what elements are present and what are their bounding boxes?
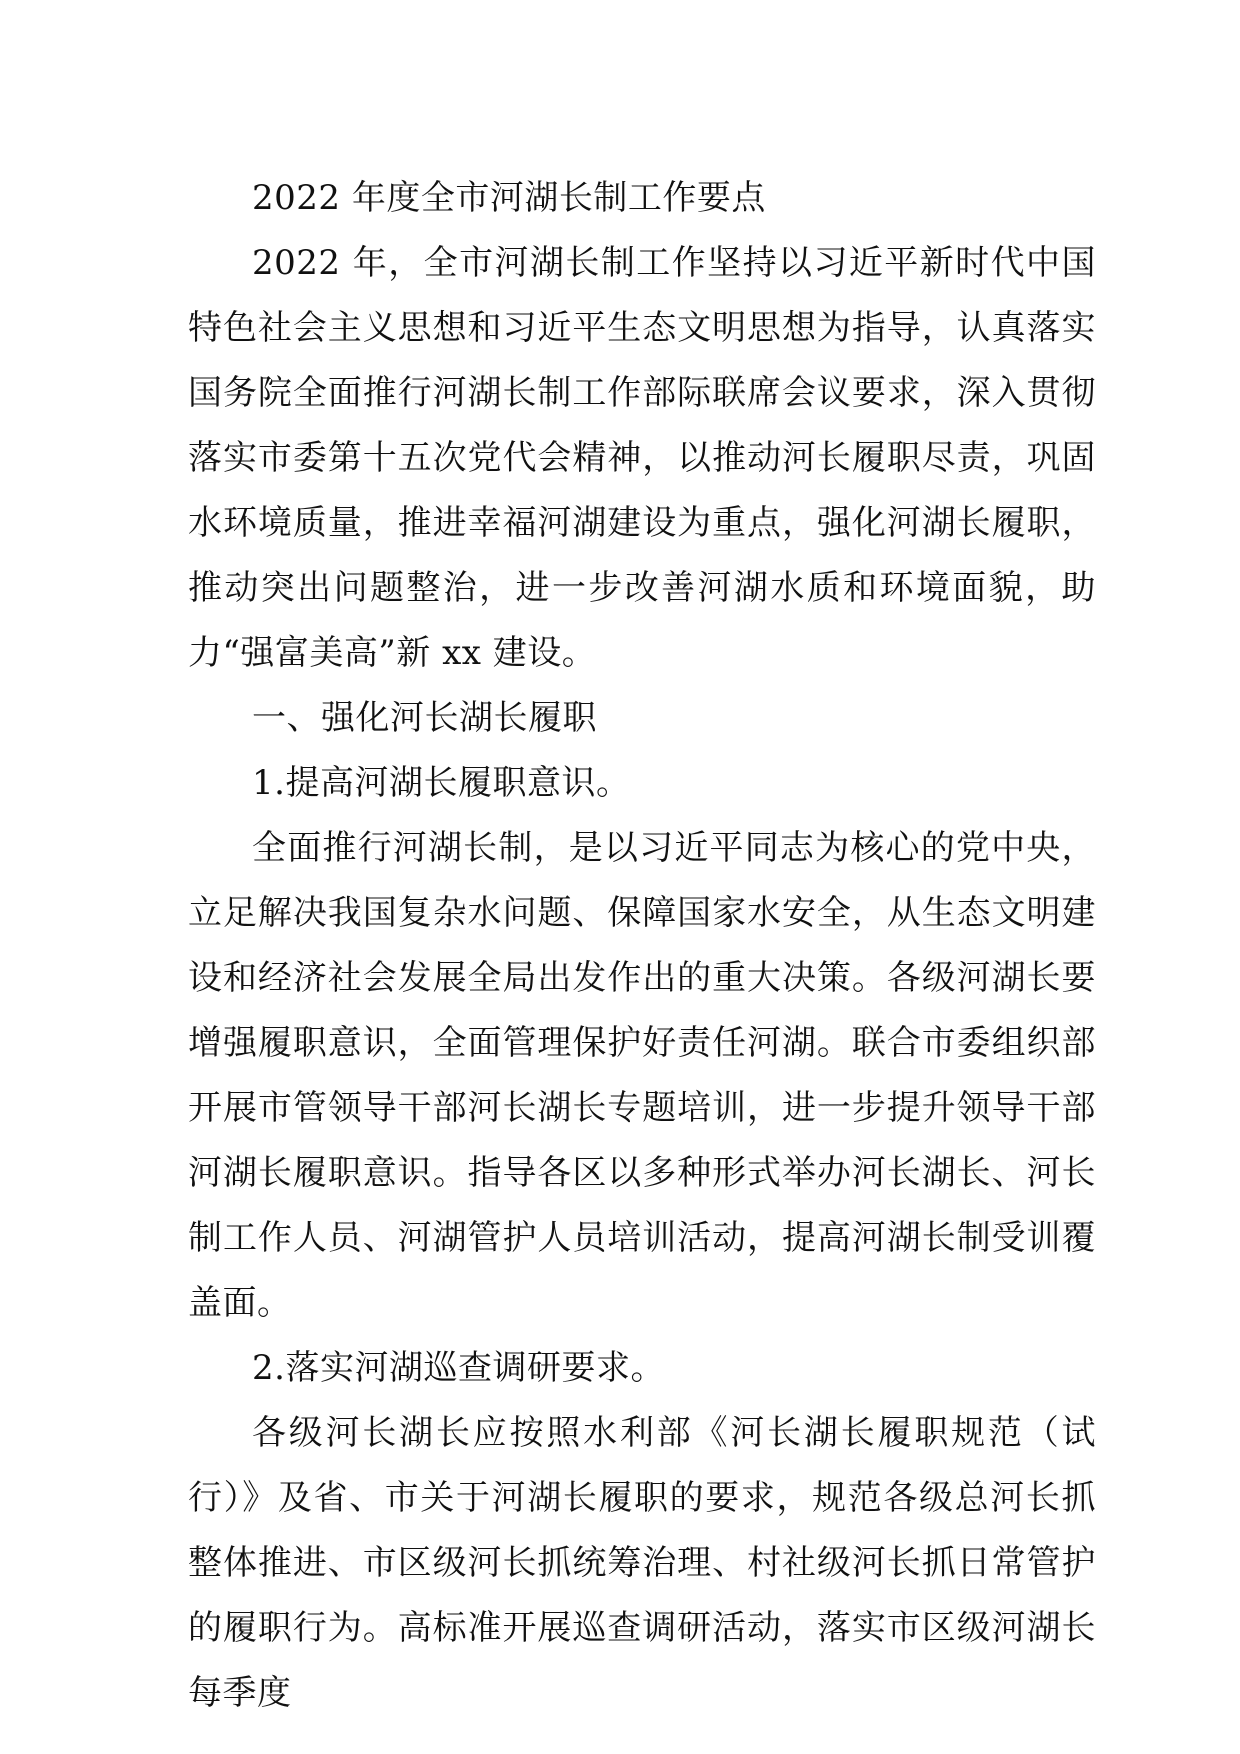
document-body xyxy=(188,166,1096,1726)
section-heading: 一、强化河长湖长履职 xyxy=(252,698,597,738)
item-heading: 1.提高河湖长履职意识。 xyxy=(252,763,631,803)
document-title: 2022 年度全市河湖长制工作要点 xyxy=(252,178,766,218)
item-heading: 2.落实河湖巡查调研要求。 xyxy=(252,1348,665,1388)
item-paragraph: 全面推行河湖长制，是以习近平同志为核心的党中央，立足解决我国复杂水问题、保障国家水安全，从生态文明建设和经济社会发展全局出发作出的重大决策。各级河湖长要增强履职意识，全面管理保护好责任河湖。联合市委组织部开展市管领导干部河长湖长专题培训，进一步提升领导干部河湖长履职意识。指导各区以多种形式举办河长湖长、河长制工作人员、河湖管护人员培训活动，提高河湖长制受训覆盖面。 xyxy=(188,828,1096,1323)
intro-paragraph: 2022 年，全市河湖长制工作坚持以习近平新时代中国特色社会主义思想和习近平生态文明思想为指导，认真落实国务院全面推行河湖长制工作部际联席会议要求，深入贯彻落实市委第十五次党代会精神，以推动河长履职尽责，巩固水环境质量，推进幸福河湖建设为重点，强化河湖长履职，推动突出问题整治，进一步改善河湖水质和环境面貌，助力“强富美高”新 xx 建设。 xyxy=(188,243,1096,673)
item-paragraph: 各级河长湖长应按照水利部《河长湖长履职规范（试行）》及省、市关于河湖长履职的要求，规范各级总河长抓整体推进、市区级河长抓统筹治理、村社级河长抓日常管护的履职行为。高标准开展巡查调研活动，落实市区级河湖长每季度 xyxy=(188,1413,1096,1713)
